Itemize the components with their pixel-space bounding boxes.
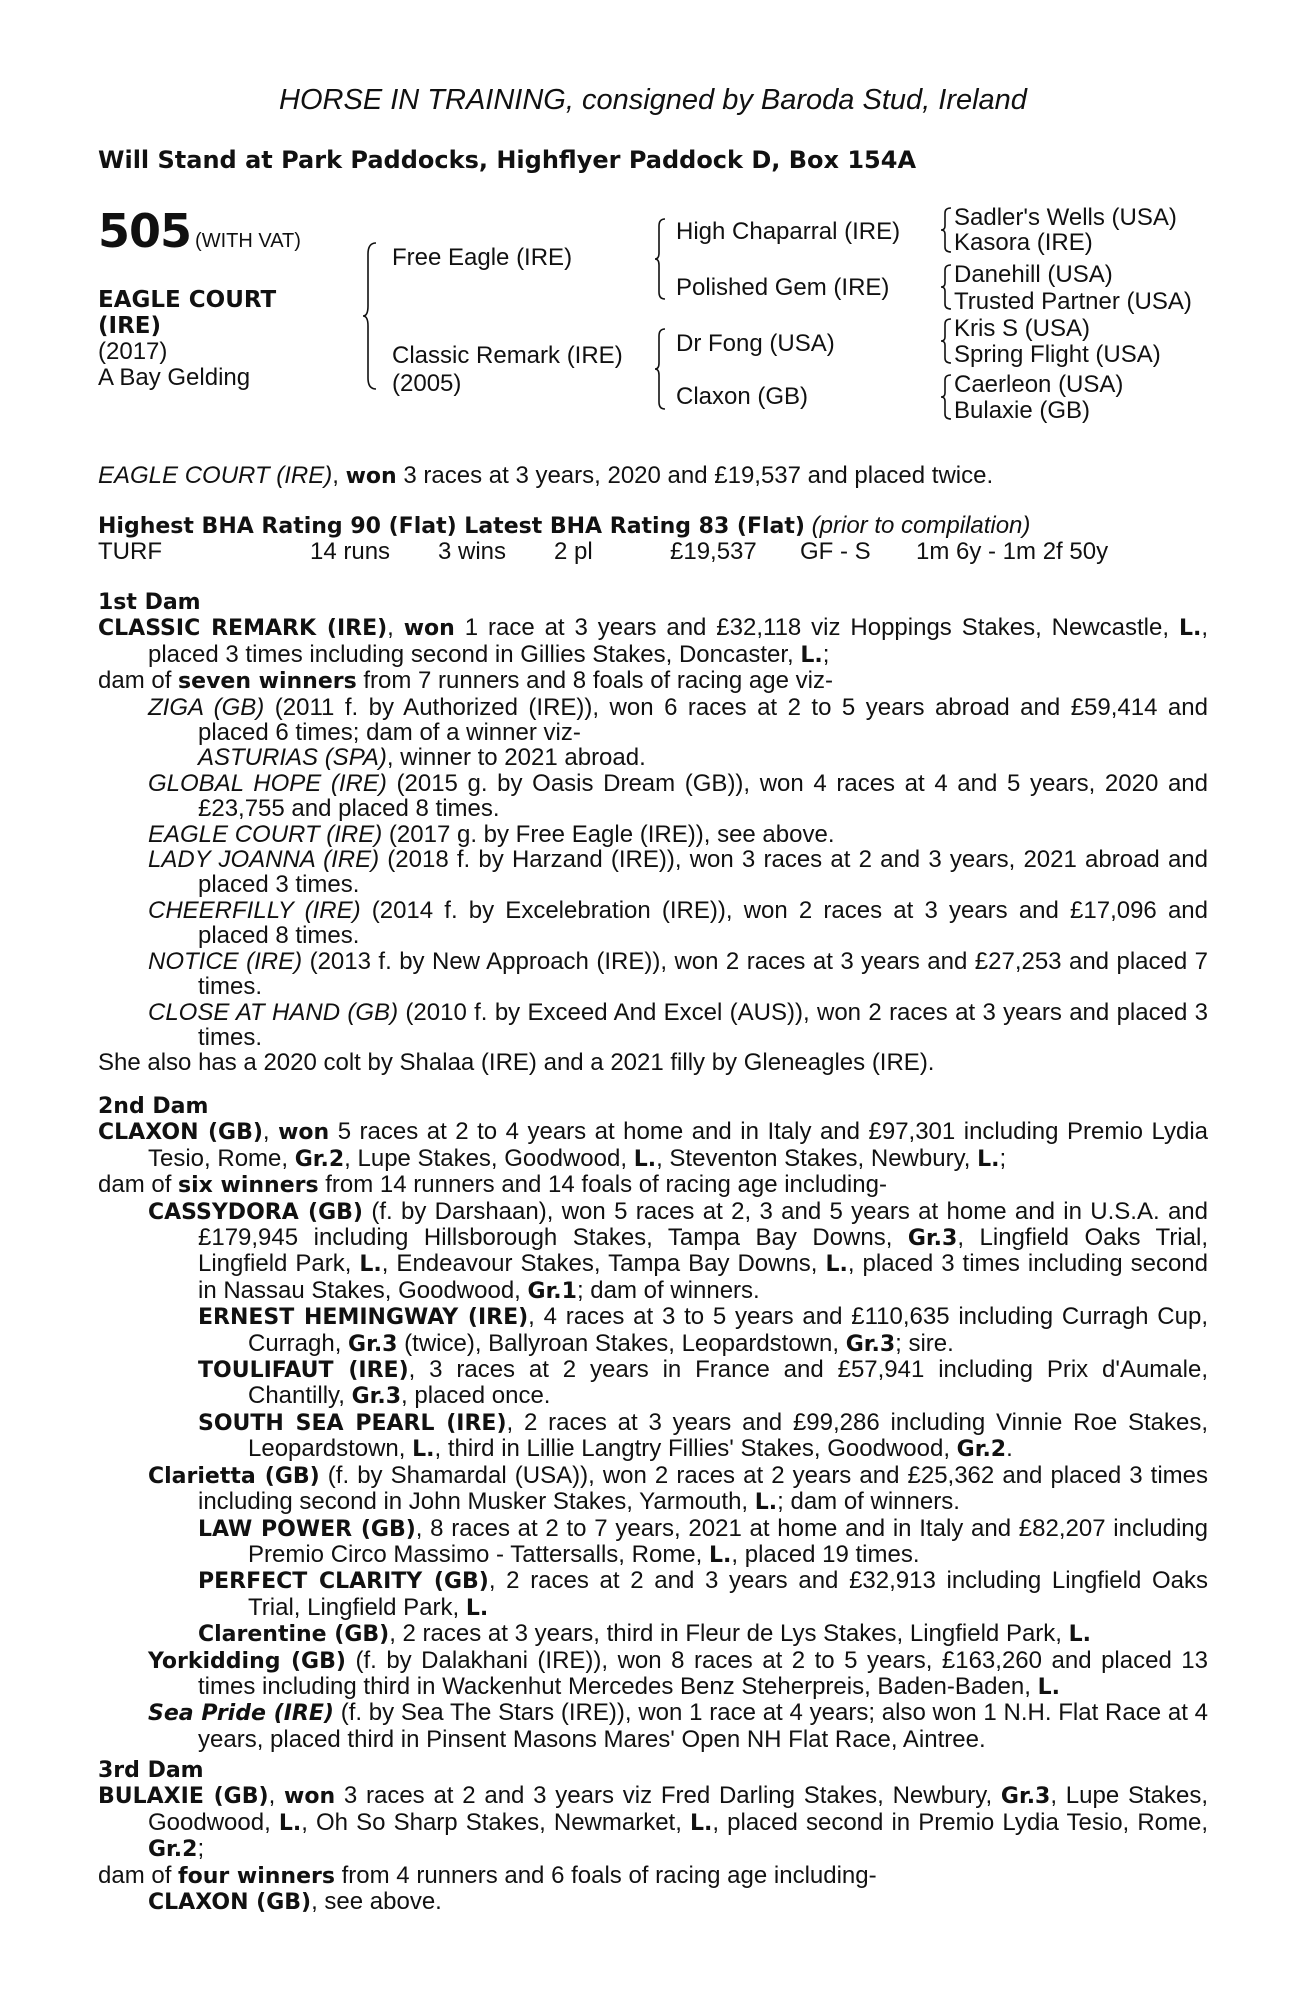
damof-winners: four winners	[178, 1863, 335, 1889]
second-dam-section	[98, 1094, 1208, 1752]
pedigree-dam-sire: Dr Fong (USA)	[676, 330, 835, 357]
produce-text: (2011 f. by Authorized (IRE)), won 6 races at 2 to 5 years abroad and £59,414 and placed 6 times; dam of a winner viz-	[198, 693, 1208, 747]
produce-text: (2015 g. by Oasis Dream (GB)), won 4 races at 4 and 5 years, 2020 and £23,755 and placed 8 times.	[198, 769, 1208, 823]
group-mark: Gr.3	[845, 1331, 896, 1357]
produce-south-sea-pearl	[98, 1410, 1208, 1463]
damof-text: from 7 runners and 8 foals of racing age viz-	[356, 667, 833, 695]
record-text: , Steventon Stakes, Newbury,	[656, 1144, 978, 1172]
produce-text: , placed 3 times including second in Nassau Stakes, Goodwood,	[198, 1250, 1208, 1304]
produce-close-at-hand	[98, 1000, 1208, 1051]
listed-mark: L.	[709, 1542, 732, 1568]
damof-text: dam of	[98, 667, 179, 695]
pedigree-brace-ss	[940, 207, 952, 253]
damof-winners: six winners	[178, 1173, 319, 1199]
second-dam-won: won	[278, 1120, 330, 1146]
listed-mark: L.	[690, 1810, 713, 1836]
pedigree-sds: Danehill (USA)	[954, 261, 1113, 288]
second-dam-produce-intro	[98, 1172, 1208, 1198]
listed-mark: L.	[825, 1252, 848, 1278]
produce-law-power	[98, 1516, 1208, 1569]
first-dam-produce-intro	[98, 668, 1208, 694]
produce-name: PERFECT CLARITY (GB)	[198, 1569, 489, 1595]
produce-name: Clarietta (GB)	[148, 1463, 320, 1489]
pedigree-brace-dam	[654, 328, 666, 410]
group-mark: Gr.2	[148, 1837, 198, 1863]
turf-prize: £19,537	[670, 538, 757, 565]
produce-ernest-hemingway	[98, 1304, 1208, 1357]
produce-text: , 3 races at 2 years in France and £57,941 including Prix d'Aumale, Chantilly,	[248, 1356, 1208, 1410]
produce-clarentine	[98, 1621, 1208, 1647]
produce-clarietta	[98, 1463, 1208, 1516]
produce-notice	[98, 949, 1208, 1000]
second-dam-heading: 2nd Dam	[98, 1094, 209, 1119]
listed-mark: L.	[412, 1437, 435, 1463]
produce-text: (2014 f. by Excelebration (IRE)), won 2 races at 3 years and £17,096 and placed 8 times.	[198, 896, 1208, 950]
produce-text: (2018 f. by Harzand (IRE)), won 3 races at 2 and 3 years, 2021 abroad and placed 3 times.	[198, 846, 1208, 899]
pedigree-ssd: Kasora (IRE)	[954, 229, 1093, 256]
vat-note: (WITH VAT)	[195, 230, 301, 252]
first-dam-name: CLASSIC REMARK (IRE)	[98, 616, 388, 642]
pedigree-sire: Free Eagle (IRE)	[392, 244, 573, 271]
record-text: ;	[197, 1835, 205, 1863]
group-mark: Gr.2	[294, 1146, 345, 1172]
produce-name: TOULIFAUT (IRE)	[198, 1358, 409, 1384]
pedigree-brace-dd	[940, 374, 952, 420]
turf-placed: 2 pl	[554, 538, 593, 565]
produce-claxon	[98, 1889, 1208, 1915]
pedigree-brace-sire	[654, 218, 666, 300]
listed-mark: L.	[800, 642, 823, 668]
record-text: 5 races at 2 to 4 years at home and in Italy and £97,301 including Premio Lydia Tesio, Rome,	[148, 1118, 1208, 1172]
produce-name: Yorkidding (GB)	[148, 1648, 346, 1674]
produce-name: LADY JOANNA (IRE)	[148, 846, 380, 874]
pedigree-brace-ds	[940, 318, 952, 364]
produce-text: , third in Lillie Langtry Fillies' Stakes, Goodwood,	[434, 1435, 957, 1463]
summary-horse-name: EAGLE COURT (IRE)	[98, 462, 333, 489]
listed-mark: L.	[754, 1490, 778, 1516]
produce-text: ; dam of winners.	[576, 1276, 760, 1304]
horse-year: (2017)	[98, 338, 168, 365]
produce-text: , winner to 2021 abroad.	[386, 744, 646, 772]
produce-name: SOUTH SEA PEARL (IRE)	[198, 1410, 507, 1436]
rating-values: Highest BHA Rating 90 (Flat) Latest BHA Rating 83 (Flat)	[98, 514, 805, 539]
produce-name: LAW POWER (GB)	[198, 1516, 416, 1542]
page-title: HORSE IN TRAINING, consigned by Baroda Stud, Ireland	[279, 84, 1027, 116]
produce-text: (twice), Ballyroan Stakes, Leopardstown,	[397, 1329, 846, 1357]
produce-name: Clarentine (GB)	[198, 1622, 390, 1648]
pedigree-sdd: Trusted Partner (USA)	[954, 288, 1192, 315]
third-dam-heading: 3rd Dam	[98, 1758, 204, 1783]
first-dam-footnote: She also has a 2020 colt by Shalaa (IRE) and a 2021 filly by Gleneagles (IRE).	[98, 1049, 935, 1077]
turf-runs: 14 runs	[310, 538, 391, 565]
group-mark: Gr.3	[1000, 1784, 1051, 1810]
first-dam-record: CLASSIC REMARK (IRE), won 1 race at 3 years and £32,118 viz Hoppings Stakes, Newcastle, L., placed 3 times including second in Gillies Stakes, Doncaster, L.;	[98, 614, 1208, 668]
produce-global-hope	[98, 771, 1208, 822]
produce-text: , Endeavour Stakes, Tampa Bay Downs,	[381, 1250, 826, 1278]
horse-description: A Bay Gelding	[98, 364, 251, 391]
record-text: , placed second in Premio Lydia Tesio, Rome,	[712, 1808, 1209, 1836]
produce-text: , 4 races at 3 to 5 years and £110,635 including Curragh Cup, Curragh,	[248, 1303, 1208, 1357]
pedigree-dds: Caerleon (USA)	[954, 371, 1124, 398]
second-dam-name: CLAXON (GB)	[98, 1120, 263, 1146]
produce-text: (2017 g. by Free Eagle (IRE)), see above.	[382, 820, 835, 848]
group-mark: Gr.3	[351, 1384, 402, 1410]
produce-name: Sea Pride (IRE)	[148, 1701, 334, 1727]
pedigree-sire-sire: High Chaparral (IRE)	[676, 218, 901, 245]
listed-mark: L.	[1037, 1674, 1060, 1700]
stand-location: Will Stand at Park Paddocks, Highflyer Paddock D, Box 154A	[98, 146, 917, 174]
listed-mark: L.	[1068, 1622, 1092, 1648]
listed-mark: L.	[359, 1252, 382, 1278]
turf-record	[98, 538, 1208, 566]
produce-cassydora	[98, 1199, 1208, 1305]
pedigree-sss: Sadler's Wells (USA)	[954, 204, 1177, 231]
third-dam-section	[98, 1758, 1208, 1915]
produce-asturias	[98, 745, 1208, 770]
horse-suffix: (IRE)	[98, 313, 162, 339]
produce-name: CLAXON (GB)	[148, 1890, 312, 1916]
first-dam-text: 1 race at 3 years and £32,118 viz Hoppings Stakes, Newcastle,	[454, 614, 1179, 642]
turf-going: GF - S	[800, 538, 871, 565]
produce-text: (f. by Sea The Stars (IRE)), won 1 race at 4 years; also won 1 N.H. Flat Race at 4 years, placed third in Pinsent Masons Mares' Open NH Flat Race, Aintree.	[198, 1699, 1208, 1753]
produce-text: (f. by Darshaan), won 5 races at 2, 3 and 5 years at home and in U.S.A. and £179,945 including Hillsborough Stakes, Tampa Bay Downs,	[198, 1197, 1208, 1252]
produce-name: CHEERFILLY (IRE)	[148, 896, 361, 924]
produce-name: ERNEST HEMINGWAY (IRE)	[198, 1305, 529, 1331]
produce-yorkidding	[98, 1648, 1208, 1701]
first-dam-text: ;	[822, 640, 830, 668]
produce-text: (2013 f. by New Approach (IRE)), won 2 races at 3 years and £27,253 and placed 7 times.	[198, 947, 1209, 1001]
produce-text: , see above.	[311, 1888, 442, 1916]
pedigree-dsd: Spring Flight (USA)	[954, 341, 1161, 368]
produce-text: , placed 19 times.	[731, 1540, 920, 1568]
record-text: , Lupe Stakes, Goodwood,	[344, 1144, 634, 1172]
produce-name: GLOBAL HOPE (IRE)	[148, 769, 387, 797]
produce-text: , Lingfield Oaks Trial, Lingfield Park,	[198, 1224, 1208, 1278]
third-dam-record: BULAXIE (GB), won 3 races at 2 and 3 years viz Fred Darling Stakes, Newbury, Gr.3, Lupe Stakes, Goodwood, L., Oh So Sharp Stakes, Newmarket, L., placed second in Premio Lydia Tesio, Rome, Gr.2;	[98, 1782, 1209, 1863]
produce-text: , 2 races at 2 and 3 years and £32,913 including Lingfield Oaks Trial, Lingfield Park,	[248, 1567, 1209, 1621]
bha-rating	[98, 512, 1030, 540]
first-dam-heading: 1st Dam	[98, 590, 201, 615]
damof-text: from 14 runners and 14 foals of racing age including-	[318, 1171, 887, 1199]
produce-text: .	[1006, 1435, 1013, 1463]
group-mark: Gr.3	[348, 1331, 398, 1357]
turf-surface: TURF	[98, 538, 162, 565]
summary-text: 3 races at 3 years, 2020 and £19,537 and placed twice.	[396, 462, 994, 489]
pedigree-brace-sd	[940, 264, 952, 310]
produce-name: CASSYDORA (GB)	[148, 1199, 363, 1225]
record-text: , Lupe Stakes, Goodwood,	[148, 1782, 1208, 1836]
produce-text: (2010 f. by Exceed And Excel (AUS)), won 2 races at 3 years and placed 3 times.	[198, 998, 1208, 1051]
listed-mark: L.	[465, 1595, 489, 1621]
first-dam-won: won	[403, 616, 455, 642]
group-mark: Gr.3	[907, 1226, 958, 1252]
record-text: , Oh So Sharp Stakes, Newmarket,	[301, 1808, 690, 1836]
horse-info	[98, 287, 318, 391]
pedigree-sire-dam: Polished Gem (IRE)	[676, 274, 890, 301]
rating-note: (prior to compilation)	[811, 512, 1031, 539]
produce-text: (f. by Shamardal (USA)), won 2 races at 2 years and £25,362 and placed 3 times including second in John Musker Stakes, Yarmouth,	[198, 1461, 1209, 1516]
group-mark: Gr.2	[956, 1437, 1007, 1463]
produce-text: , 2 races at 3 years, third in Fleur de Lys Stakes, Lingfield Park,	[389, 1620, 1069, 1648]
second-dam-record: CLAXON (GB), won 5 races at 2 to 4 years at home and in Italy and £97,301 including Premio Lydia Tesio, Rome, Gr.2, Lupe Stakes, Goodwood, L., Steventon Stakes, Newbury, L.;	[98, 1118, 1208, 1172]
turf-wins: 3 wins	[438, 538, 507, 565]
produce-text: (f. by Dalakhani (IRE)), won 8 races at 2 to 5 years, £163,260 and placed 13 times including third in Wackenhut Mercedes Benz Steherpreis, Baden-Baden,	[198, 1646, 1208, 1700]
pedigree-ddd: Bulaxie (GB)	[954, 397, 1091, 424]
damof-winners: seven winners	[178, 669, 357, 695]
pedigree-dss: Kris S (USA)	[954, 315, 1091, 342]
produce-text: ; sire.	[895, 1329, 954, 1357]
listed-mark: L.	[977, 1146, 1000, 1172]
listed-mark: L.	[1178, 616, 1202, 642]
damof-text: dam of	[98, 1861, 179, 1889]
produce-lady-joanna	[98, 847, 1208, 898]
produce-name: ZIGA (GB)	[148, 693, 265, 721]
produce-name: CLOSE AT HAND (GB)	[148, 998, 399, 1026]
produce-name: EAGLE COURT (IRE)	[148, 820, 383, 848]
produce-sea-pride	[98, 1700, 1208, 1752]
listed-mark: L.	[633, 1146, 657, 1172]
race-summary: EAGLE COURT (IRE), won 3 races at 3 years, 2020 and £19,537 and placed twice.	[98, 462, 994, 489]
horse-name: EAGLE COURT	[98, 287, 277, 313]
produce-text: , placed once.	[401, 1382, 551, 1410]
produce-text: ; dam of winners.	[777, 1488, 960, 1516]
produce-cheerfilly	[98, 898, 1208, 949]
listed-mark: L.	[278, 1810, 302, 1836]
produce-ziga	[98, 695, 1208, 746]
pedigree-dam-dam: Claxon (GB)	[676, 383, 809, 410]
pedigree-dam-year: (2005)	[392, 370, 462, 397]
produce-toulifaut	[98, 1357, 1208, 1410]
group-mark: Gr.1	[527, 1278, 577, 1304]
summary-won: won	[345, 464, 397, 489]
third-dam-name: BULAXIE (GB)	[98, 1784, 269, 1810]
damof-text: from 4 runners and 6 foals of racing age including-	[334, 1861, 877, 1889]
record-text: ;	[999, 1144, 1007, 1172]
produce-eagle-court	[98, 822, 1208, 847]
produce-perfect-clarity	[98, 1568, 1208, 1621]
produce-text: , 2 races at 3 years and £99,286 including Vinnie Roe Stakes, Leopardstown,	[248, 1408, 1209, 1463]
record-text: 3 races at 2 and 3 years viz Fred Darling Stakes, Newbury,	[335, 1782, 1001, 1810]
third-dam-won: won	[284, 1784, 336, 1810]
third-dam-produce-intro	[98, 1863, 1208, 1889]
first-dam-text: , placed 3 times including second in Gillies Stakes, Doncaster,	[148, 614, 1208, 668]
produce-name: NOTICE (IRE)	[148, 947, 303, 975]
turf-distance: 1m 6y - 1m 2f 50y	[916, 538, 1109, 565]
first-dam-section	[98, 590, 1208, 1076]
produce-text: , 8 races at 2 to 7 years, 2021 at home and in Italy and £82,207 including Premio Circo Massimo - Tattersalls, Rome,	[248, 1514, 1209, 1568]
damof-text: dam of	[98, 1171, 179, 1199]
produce-name: ASTURIAS (SPA)	[198, 744, 387, 772]
pedigree-dam: Classic Remark (IRE)	[392, 342, 623, 369]
lot-number-block	[98, 204, 301, 258]
lot-number: 505	[98, 204, 192, 258]
pedigree-brace-main	[362, 242, 378, 390]
